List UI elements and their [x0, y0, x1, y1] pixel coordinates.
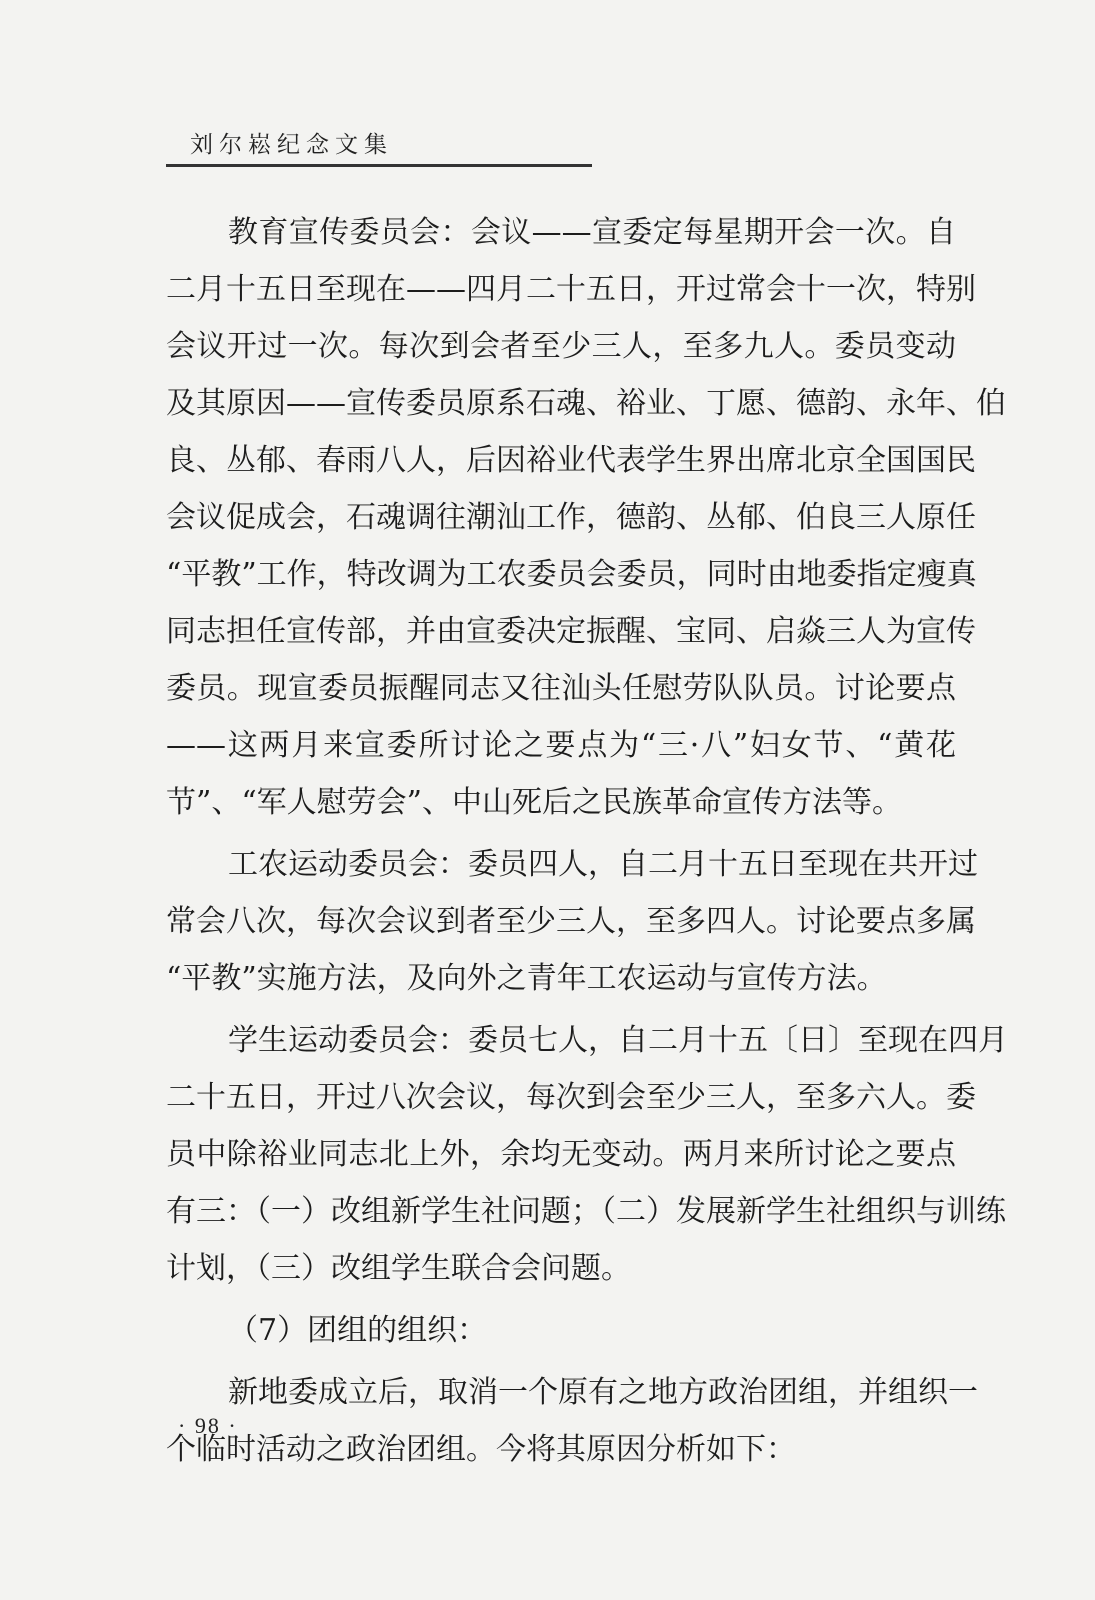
- text-line: 有三：（一）改组新学生社问题；（二）发展新学生社组织与训练: [166, 1194, 1006, 1229]
- text-line: 及其原因——宣传委员原系石魂、裕业、丁愿、德韵、永年、伯: [166, 386, 1006, 421]
- text-line: 新地委成立后，取消一个原有之地方政治团组，并组织一: [228, 1375, 978, 1410]
- text-line: 节”、“军人慰劳会”、中山死后之民族革命宣传方法等。: [166, 785, 903, 820]
- paragraph: [166, 1364, 978, 1478]
- text-line: 教育宣传委员会：会议——宣委定每星期开会一次。自: [228, 215, 956, 250]
- header-rule: [166, 164, 592, 167]
- text-line: 计划，（三）改组学生联合会问题。: [166, 1251, 631, 1286]
- text-line: 会议促成会，石魂调往潮汕工作，德韵、丛郁、伯良三人原任: [166, 500, 976, 535]
- paragraph: [166, 204, 1006, 831]
- text-line: “平教”工作，特改调为工农委员会委员，同时由地委指定瘦真: [166, 557, 977, 592]
- text-line: 二十五日，开过八次会议，每次到会至少三人，至多六人。委: [166, 1080, 976, 1115]
- text-line: 员中除裕业同志北上外，余均无变动。两月来所讨论之要点: [166, 1137, 956, 1172]
- paragraph: [166, 836, 978, 1007]
- text-line: 二月十五日至现在——四月二十五日，开过常会十一次，特别: [166, 272, 976, 307]
- section-heading: （7）团组的组织：: [228, 1313, 488, 1348]
- text-line: 个临时活动之政治团组。今将其原因分析如下：: [166, 1432, 796, 1467]
- text-line: 学生运动委员会：委员七人，自二月十五〔日〕至现在四月: [228, 1023, 1008, 1058]
- paragraph: [166, 1302, 956, 1359]
- text-line: 同志担任宣传部，并由宣委决定振醒、宝同、启焱三人为宣传: [166, 614, 976, 649]
- running-head: 刘尔崧纪念文集: [190, 132, 393, 158]
- text-line: 常会八次，每次会议到者至少三人，至多四人。讨论要点多属: [166, 904, 976, 939]
- text-line: 委员。现宣委员振醒同志又往汕头任慰劳队队员。讨论要点: [166, 671, 956, 706]
- text-line: “平教”实施方法，及向外之青年工农运动与宣传方法。: [166, 961, 887, 996]
- text-line: 良、丛郁、春雨八人，后因裕业代表学生界出席北京全国国民: [166, 443, 976, 478]
- text-line: ——这两月来宣委所讨论之要点为“三·八”妇女节、“黄花: [166, 728, 956, 763]
- body-text: [166, 204, 1008, 1478]
- text-line: 工农运动委员会：委员四人，自二月十五日至现在共开过: [228, 847, 978, 882]
- page-number: · 98 ·: [178, 1413, 238, 1438]
- text-line: 会议开过一次。每次到会者至少三人，至多九人。委员变动: [166, 329, 956, 364]
- paragraph: [166, 1012, 1008, 1297]
